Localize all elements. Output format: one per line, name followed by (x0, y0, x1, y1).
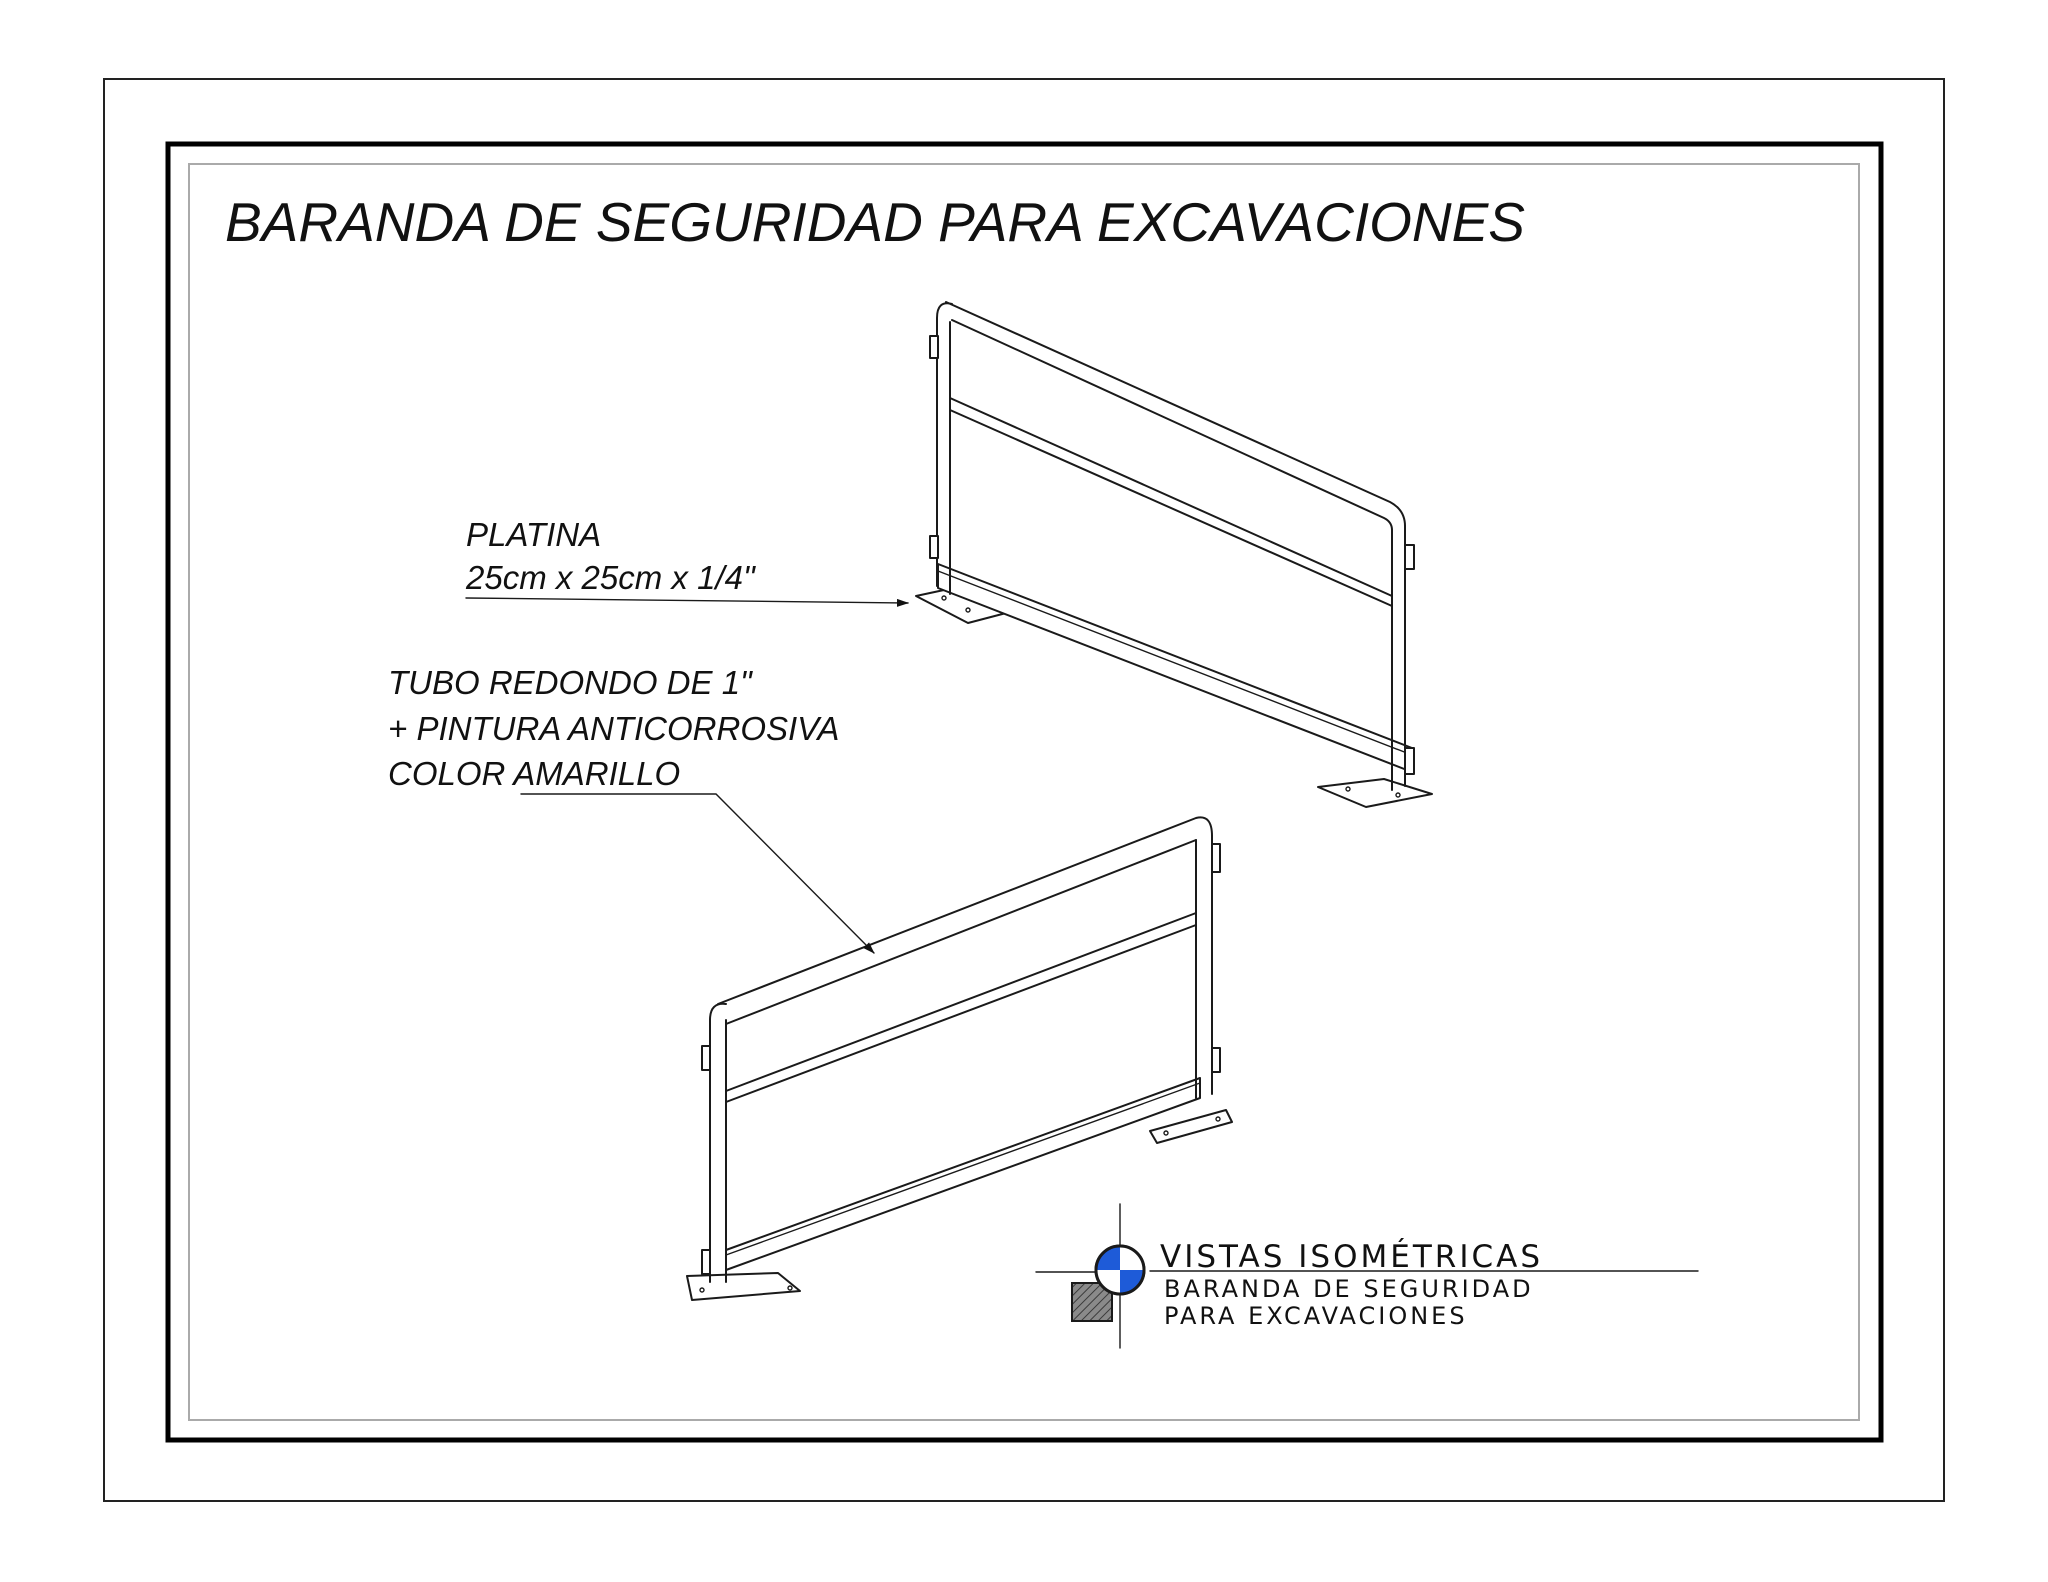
tubo-label: TUBO REDONDO DE 1" (388, 664, 752, 701)
post-lower-right (1196, 836, 1212, 1098)
mid-rail-upper (950, 398, 1392, 606)
platina-label: PLATINA (466, 516, 602, 553)
title-block-line1: BARANDA DE SEGURIDAD (1164, 1275, 1534, 1303)
annotation-tubo (388, 664, 874, 953)
title-block-heading: VISTAS ISOMÉTRICAS (1160, 1239, 1543, 1275)
title-block-line2: PARA EXCAVACIONES (1164, 1302, 1468, 1330)
railing-upper (916, 302, 1432, 807)
sheet-borders (104, 79, 1944, 1501)
outer-border (104, 79, 1944, 1501)
post-lower-left (710, 1004, 726, 1282)
mid-rail-lower (726, 913, 1196, 1102)
title-block-logo (1036, 1204, 1144, 1348)
base-plate-lower-left (687, 1273, 800, 1300)
kick-plate-lower (726, 1078, 1200, 1270)
tubo-color: COLOR AMARILLO (388, 755, 681, 792)
drawing-title: BARANDA DE SEGURIDAD PARA EXCAVACIONES (225, 191, 1525, 253)
platina-dimensions: 25cm x 25cm x 1/4" (466, 559, 755, 596)
platina-leader-line (466, 598, 908, 603)
annotation-platina (465, 516, 908, 603)
top-rail-lower (718, 817, 1212, 1024)
railing-lower (687, 817, 1232, 1300)
base-plate-upper-right (1318, 779, 1432, 807)
base-plate-lower-right (1150, 1110, 1232, 1143)
top-rail-upper (946, 302, 1405, 530)
post-upper-left (937, 303, 952, 594)
kick-plate-upper (938, 564, 1412, 772)
tubo-paint: + PINTURA ANTICORROSIVA (388, 710, 840, 747)
title-block (1036, 1204, 1698, 1348)
tubo-leader-line (521, 794, 874, 953)
